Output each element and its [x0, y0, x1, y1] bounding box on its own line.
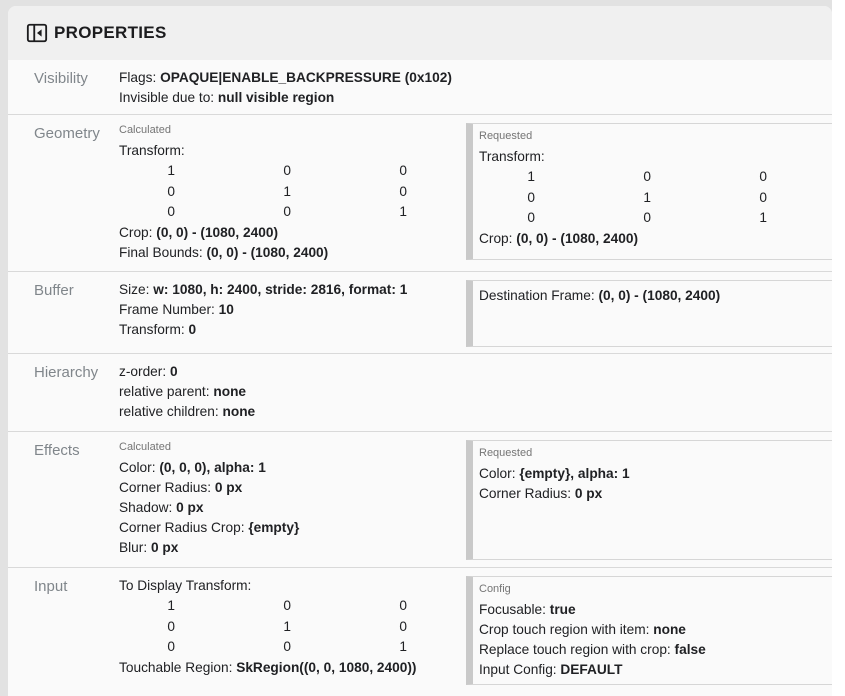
property-value: (0, 0) - (1080, 2400): [206, 244, 329, 260]
property-row-z-order: [119, 362, 466, 382]
property-value: 0 px: [176, 500, 204, 515]
matrix-cell: 0: [167, 204, 175, 219]
calculated-caption: Calculated: [119, 124, 171, 136]
matrix-cell: 0: [399, 183, 407, 199]
property-value: none: [653, 622, 686, 637]
property-label: Input Config:: [479, 662, 561, 677]
property-row-shadow: [119, 498, 466, 518]
transform-label: Transform:: [479, 149, 545, 164]
to-display-transform-label: To Display Transform:: [119, 578, 252, 593]
property-value: SkRegion((0, 0, 1080, 2400)): [236, 659, 417, 675]
property-label: Destination Frame:: [479, 288, 599, 303]
property-label: Shadow:: [119, 500, 177, 515]
property-value: null visible region: [217, 90, 335, 105]
matrix-cell: 1: [399, 639, 407, 654]
section-label-buffer: Buffer: [34, 282, 74, 299]
section-visibility: [8, 60, 832, 114]
property-row-size: [119, 280, 466, 300]
property-row-crop-touch-region: [479, 620, 831, 640]
section-geometry: [8, 114, 832, 271]
property-value: 0 px: [214, 480, 243, 495]
property-value: 0 px: [574, 486, 603, 501]
property-label: Focusable:: [479, 602, 550, 617]
property-row-touchable-region: [119, 658, 466, 678]
property-row-invisible-due-to: [119, 88, 466, 108]
requested-effects-box: [466, 440, 832, 560]
transform-matrix: [119, 161, 466, 223]
to-display-transform-matrix: [119, 596, 466, 658]
property-label: Color:: [479, 466, 520, 481]
property-row-relative-children: [119, 402, 466, 422]
property-row-blur: [119, 538, 466, 558]
property-value: (0, 0) - (1080, 2400): [516, 230, 639, 246]
property-row-flags: [119, 68, 466, 88]
property-value: (0, 0) - (1080, 2400): [156, 224, 279, 240]
matrix-cell: 1: [167, 163, 175, 178]
property-label: Replace touch region with crop:: [479, 642, 675, 657]
matrix-cell: 0: [643, 169, 651, 184]
property-row-color: [479, 464, 831, 484]
property-row-crop: [479, 229, 831, 249]
property-label: Crop:: [119, 224, 157, 240]
property-row-corner-radius-crop: [119, 518, 466, 538]
matrix-cell: 1: [527, 169, 535, 184]
property-label: Invisible due to:: [119, 90, 218, 105]
section-label-input: Input: [34, 578, 68, 595]
property-label: Blur:: [119, 540, 151, 555]
requested-caption: Requested: [479, 447, 533, 459]
property-row-transform: [119, 320, 466, 340]
property-row-frame-number: [119, 300, 466, 320]
matrix-cell: 0: [399, 618, 407, 634]
right-gutter: [832, 0, 845, 696]
property-value: 0: [169, 364, 178, 379]
property-label: Corner Radius:: [119, 480, 215, 495]
property-label: Size:: [119, 282, 154, 297]
property-row-replace-touch-region: [479, 640, 831, 660]
properties-header: [8, 6, 832, 60]
property-value: {empty}: [248, 520, 300, 535]
section-effects: [8, 431, 832, 567]
matrix-cell: 0: [167, 639, 175, 654]
property-value: OPAQUE|ENABLE_BACKPRESSURE (0x102): [160, 70, 452, 85]
matrix-cell: 1: [167, 598, 175, 613]
property-value: {empty}, alpha: 1: [519, 466, 630, 481]
property-label: Color:: [119, 460, 160, 475]
requested-geometry-box: [466, 123, 832, 260]
matrix-cell: 0: [283, 639, 291, 654]
requested-buffer-box: [466, 280, 832, 347]
property-value: false: [674, 642, 706, 657]
property-label: relative children:: [119, 404, 223, 419]
section-label-visibility: Visibility: [34, 70, 88, 87]
matrix-cell: 0: [399, 598, 407, 613]
transform-matrix: [479, 167, 831, 229]
matrix-cell: 1: [283, 618, 291, 634]
matrix-cell: 0: [283, 163, 291, 178]
property-label: Final Bounds:: [119, 244, 207, 260]
property-value: none: [213, 384, 247, 399]
matrix-cell: 1: [759, 210, 767, 225]
property-label: Touchable Region:: [119, 659, 237, 675]
section-label-effects: Effects: [34, 442, 80, 459]
property-label: Corner Radius:: [479, 486, 575, 501]
section-buffer: [8, 271, 832, 353]
matrix-cell: 0: [759, 189, 767, 205]
config-caption: Config: [479, 583, 511, 595]
matrix-cell: 1: [283, 183, 291, 199]
property-row-input-config: [479, 660, 831, 680]
property-value: true: [549, 602, 576, 617]
matrix-cell: 0: [399, 163, 407, 178]
matrix-cell: 0: [643, 210, 651, 225]
matrix-cell: 0: [167, 618, 175, 634]
property-row-focusable: [479, 600, 831, 620]
property-label: Transform:: [119, 322, 189, 337]
property-label: Crop:: [479, 230, 517, 246]
property-label: Corner Radius Crop:: [119, 520, 249, 535]
property-value: DEFAULT: [560, 662, 623, 677]
matrix-cell: 0: [527, 210, 535, 225]
matrix-cell: 0: [283, 204, 291, 219]
property-label: Crop touch region with item:: [479, 622, 654, 637]
matrix-cell: 1: [643, 189, 651, 205]
matrix-cell: 0: [527, 189, 535, 205]
property-row-corner-radius: [479, 484, 831, 504]
property-value: none: [222, 404, 256, 419]
section-hierarchy: [8, 353, 832, 431]
properties-panel: [8, 6, 832, 696]
property-row-corner-radius: [119, 478, 466, 498]
matrix-cell: 0: [283, 598, 291, 613]
property-value: (0, 0, 0), alpha: 1: [159, 460, 266, 475]
input-config-box: [466, 576, 832, 685]
calculated-caption: Calculated: [119, 441, 171, 453]
section-label-hierarchy: Hierarchy: [34, 364, 99, 381]
matrix-cell: 0: [759, 169, 767, 184]
left-panel-close-icon[interactable]: [26, 22, 48, 44]
property-row-destination-frame: [479, 286, 831, 306]
section-input: [8, 567, 832, 696]
property-row-color: [119, 458, 466, 478]
property-row-relative-parent: [119, 382, 466, 402]
matrix-cell: 0: [167, 183, 175, 199]
property-value: 0 px: [150, 540, 179, 555]
panel-title: PROPERTIES: [54, 23, 167, 42]
section-label-geometry: Geometry: [34, 125, 100, 142]
property-value: 0: [188, 322, 197, 337]
property-row-final-bounds: [119, 243, 466, 263]
property-row-crop: [119, 223, 466, 243]
matrix-cell: 1: [399, 204, 407, 219]
property-label: z-order:: [119, 364, 170, 379]
property-value: w: 1080, h: 2400, stride: 2816, format: 1: [153, 282, 408, 297]
property-label: Flags:: [119, 70, 161, 85]
property-label: relative parent:: [119, 384, 214, 399]
property-label: Frame Number:: [119, 302, 219, 317]
property-value: 10: [218, 302, 234, 317]
transform-label: Transform:: [119, 143, 185, 158]
property-value: (0, 0) - (1080, 2400): [598, 288, 721, 303]
requested-caption: Requested: [479, 130, 533, 142]
